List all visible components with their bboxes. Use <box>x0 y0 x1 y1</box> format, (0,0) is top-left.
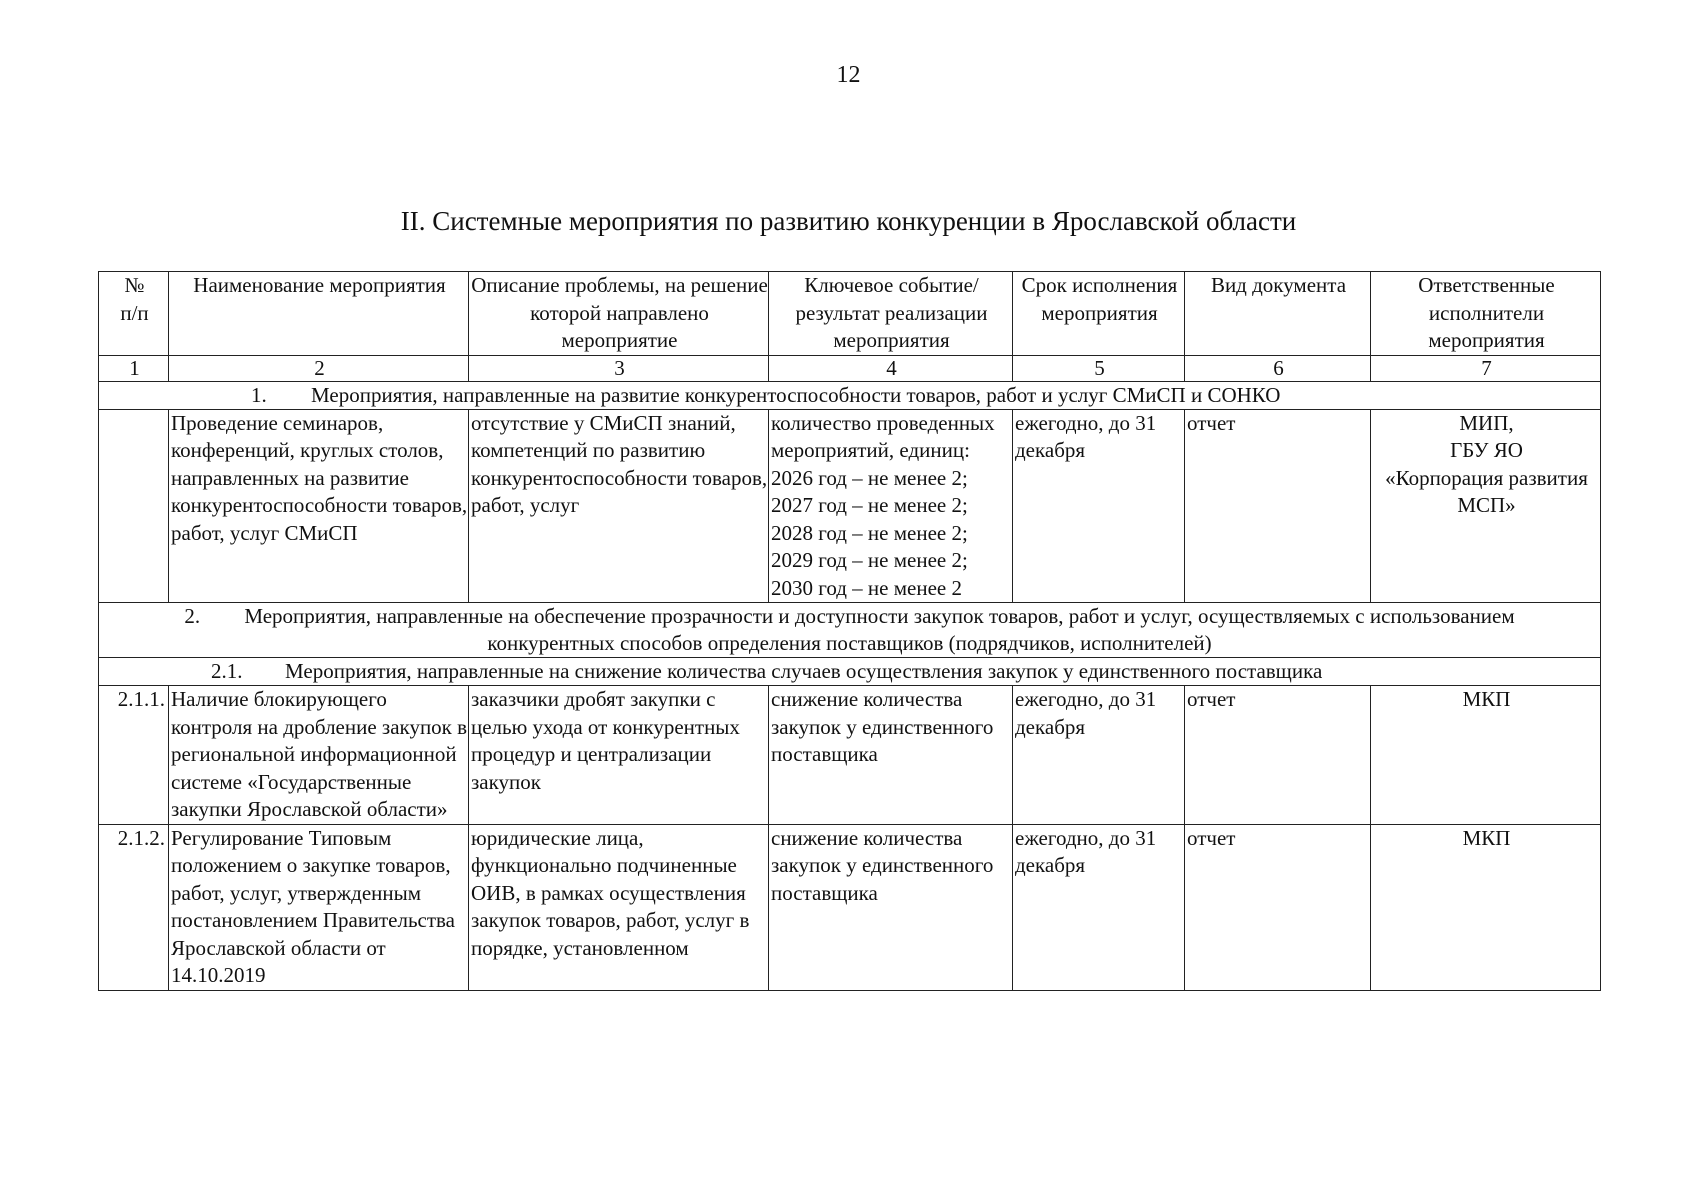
measure-name: Регулирование Типовым положением о закупке товаров, работ, услуг, утвержденным постановлением Правительства Ярославской области от 14.10.2019 <box>169 824 469 990</box>
header-responsible: Ответственные исполнители мероприятия <box>1371 272 1601 356</box>
header-doc-type: Вид документа <box>1185 272 1371 356</box>
section-text: Мероприятия, направленные на снижение количества случаев осуществления закупок у единственного поставщика <box>285 659 1323 683</box>
row-number <box>99 409 169 603</box>
deadline: ежегодно, до 31 декабря <box>1013 409 1185 603</box>
section-number: 2.1. <box>211 659 243 683</box>
column-number: 7 <box>1371 355 1601 381</box>
column-number: 1 <box>99 355 169 381</box>
section-text: Мероприятия, направленные на развитие конкурентоспособности товаров, работ и услуг СМиСП и СОНКО <box>311 382 1281 407</box>
section-row <box>99 658 1601 686</box>
key-result: снижение количества закупок у единственного поставщика <box>769 824 1013 990</box>
document-type: отчет <box>1185 824 1371 990</box>
section-row <box>99 381 1601 409</box>
section-2-heading <box>99 603 1601 658</box>
responsible: МКП <box>1371 686 1601 825</box>
deadline: ежегодно, до 31 декабря <box>1013 824 1185 990</box>
page-title: II. Системные мероприятия по развитию конкуренции в Ярославской области <box>400 206 1297 236</box>
measure-name: Наличие блокирующего контроля на дробление закупок в региональной информационной системе «Государственные закупки Ярославской области» <box>169 686 469 825</box>
measure-name: Проведение семинаров, конференций, круглых столов, направленных на развитие конкурентоспособности товаров, работ, услуг СМиСП <box>169 409 469 603</box>
column-number-row <box>99 355 1601 381</box>
page-number: 12 <box>836 62 861 88</box>
document-type: отчет <box>1185 409 1371 603</box>
key-result: количество проведенных мероприятий, единиц: 2026 год – не менее 2; 2027 год – не менее 2; 2028 год – не менее 2; 2029 год – не менее 2; 2030 год – не менее 2 <box>769 409 1013 603</box>
row-number: 2.1.2. <box>99 824 169 990</box>
section-1-heading <box>99 381 1601 409</box>
column-number: 6 <box>1185 355 1371 381</box>
section-text: Мероприятия, направленные на обеспечение прозрачности и доступности закупок товаров, работ и услуг, осуществляемых с использованием конкурентных способов определения поставщиков (подрядчиков, исполнителей) <box>244 604 1515 655</box>
table-row <box>99 824 1601 990</box>
section-number: 1. <box>251 382 267 407</box>
header-name: Наименование мероприятия <box>169 272 469 356</box>
responsible: МКП <box>1371 824 1601 990</box>
responsible: МИП, ГБУ ЯО «Корпорация развития МСП» <box>1371 409 1601 603</box>
problem-description: заказчики дробят закупки с целью ухода от конкурентных процедур и централизации закупок <box>469 686 769 825</box>
column-number: 4 <box>769 355 1013 381</box>
table-header-row <box>99 272 1601 356</box>
document-type: отчет <box>1185 686 1371 825</box>
column-number: 5 <box>1013 355 1185 381</box>
table-row <box>99 686 1601 825</box>
header-deadline: Срок исполнения мероприятия <box>1013 272 1185 356</box>
section-number: 2. <box>184 604 201 628</box>
section-row <box>99 603 1601 658</box>
table-row <box>99 409 1601 603</box>
header-result: Ключевое событие/ результат реализации мероприятия <box>769 272 1013 356</box>
row-number: 2.1.1. <box>99 686 169 825</box>
column-number: 3 <box>469 355 769 381</box>
header-problem: Описание проблемы, на решение которой направлено мероприятие <box>469 272 769 356</box>
deadline: ежегодно, до 31 декабря <box>1013 686 1185 825</box>
measures-table <box>98 271 1601 991</box>
problem-description: отсутствие у СМиСП знаний, компетенций по развитию конкурентоспособности товаров, работ, услуг <box>469 409 769 603</box>
problem-description: юридические лица, функционально подчиненные ОИВ, в рамках осуществления закупок товаров, работ, услуг в порядке, установленном <box>469 824 769 990</box>
key-result: снижение количества закупок у единственного поставщика <box>769 686 1013 825</box>
header-number: № п/п <box>99 272 169 356</box>
column-number: 2 <box>169 355 469 381</box>
section-2-1-heading <box>99 658 1601 686</box>
